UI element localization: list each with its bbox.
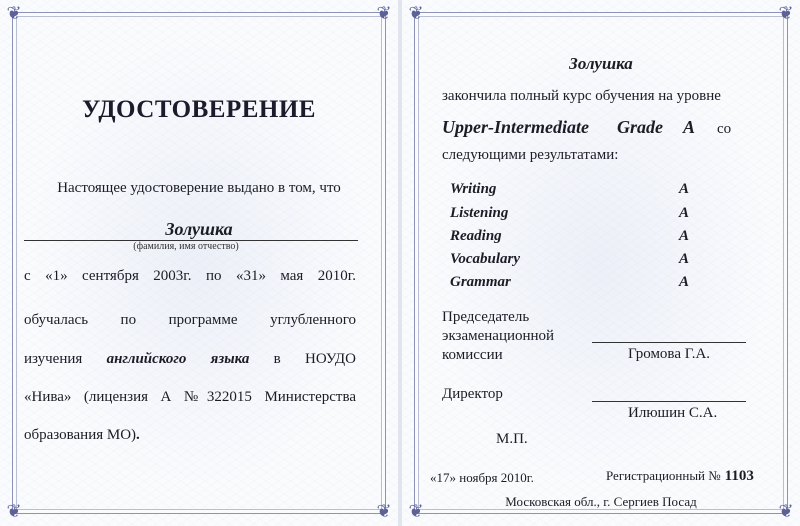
ornament-corner-icon: ❦ (376, 3, 392, 24)
result-grade: A (679, 228, 690, 244)
result-grade: A (679, 251, 690, 267)
certificate-left-page (0, 0, 398, 526)
chair-label: Председатель (442, 309, 530, 325)
with-word: со (717, 121, 732, 137)
study-period: с «1» сентября 2003г. по «31» мая 2010г. (24, 268, 356, 284)
ornament-corner-icon: ❦ (6, 501, 22, 522)
result-row (450, 205, 695, 222)
result-row (450, 181, 695, 198)
certificate-title: УДОСТОВЕРЕНИЕ (82, 96, 316, 123)
ornament-corner-icon: ❦ (6, 3, 22, 24)
study-line-end: в НОУДО (273, 351, 356, 367)
ornament-corner-icon: ❦ (778, 501, 794, 522)
director-signature-line (592, 401, 746, 402)
chair-name: Громова Г.А. (628, 346, 711, 362)
director-name: Илюшин С.А. (628, 405, 718, 421)
ornament-corner-icon: ❦ (408, 3, 424, 24)
result-subject: Reading (450, 228, 502, 244)
result-row (450, 228, 695, 245)
ministry-text: образования МО) (24, 427, 137, 443)
result-grade: A (679, 274, 690, 290)
director-label: Директор (442, 386, 503, 402)
name-caption: (фамилия, имя отчество) (133, 241, 239, 252)
result-subject: Grammar (450, 274, 511, 290)
recipient-name: Золушка (165, 219, 233, 239)
certificate-right-page (402, 0, 800, 526)
ornament-corner-icon: ❦ (376, 501, 392, 522)
study-subject: английского языка (106, 351, 250, 367)
completion-statement: закончила полный курс обучения на уровне (442, 88, 721, 104)
registration (606, 468, 754, 485)
registration-label: Регистрационный № (606, 468, 721, 483)
chair-label: комиссии (442, 347, 503, 363)
registration-number: 1103 (724, 468, 754, 484)
study-program-line: обучалась по программе углубленного (24, 312, 356, 328)
result-grade: A (679, 181, 690, 197)
course-level: Upper-Intermediate (442, 117, 589, 137)
result-grade: A (679, 205, 690, 221)
grade-word: Grade (616, 117, 663, 137)
overall-grade: A (682, 117, 695, 137)
result-row (450, 251, 695, 268)
result-subject: Writing (450, 181, 497, 197)
ornament-corner-icon: ❦ (778, 3, 794, 24)
result-subject: Vocabulary (450, 251, 521, 267)
issue-date: «17» ноября 2010г. (430, 470, 534, 485)
result-subject: Listening (450, 205, 509, 221)
ministry-line (24, 427, 356, 444)
results-intro: следующими результатами: (442, 147, 619, 163)
issued-statement: Настоящее удостоверение выдано в том, что (57, 180, 341, 196)
ornament-corner-icon: ❦ (408, 501, 424, 522)
result-row (450, 274, 695, 291)
stamp-placeholder: М.П. (496, 431, 528, 447)
study-subject-line (24, 351, 356, 368)
chair-signature-line (592, 342, 746, 343)
ministry-period: . (136, 427, 140, 443)
study-line-start: изучения (24, 351, 83, 367)
recipient-name: Золушка (569, 54, 633, 73)
chair-label: экзаменационной (442, 328, 555, 344)
issuer-address: Московская обл., г. Сергиев Посад (505, 494, 697, 509)
course-level-line (442, 117, 731, 138)
license-line: «Нива» (лицензия А №322015 Министерства (24, 389, 356, 405)
